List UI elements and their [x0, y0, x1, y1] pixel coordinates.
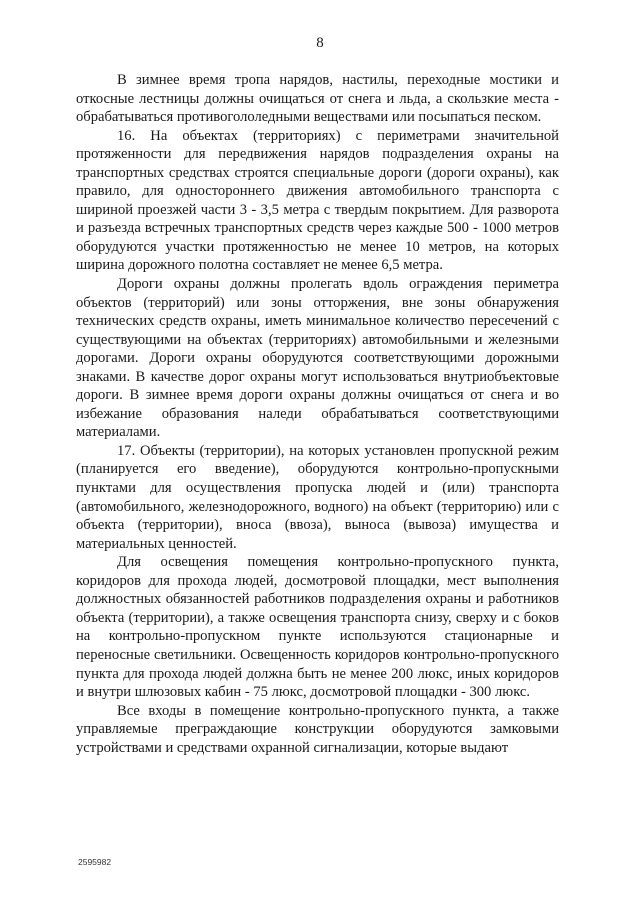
document-body	[76, 71, 559, 757]
paragraph-security-roads-placement: Дороги охраны должны пролегать вдоль ограждения периметра объектов (территорий) или зоны отторжения, вне зоны обнаружения технических средств охраны, иметь минимальное количество пересечений с существующими на объектах (территориях) автомобильными и железными дорогами. Дороги охраны оборудуются соответствующими дорожными знаками. В качестве дорог охраны могут использоваться внутриобъектовые дороги. В зимнее время дороги охраны должны очищаться от снега и во избежание образования наледи обрабатываться соответствующими материалами.	[76, 276, 559, 441]
paragraph-checkpoint-lighting: Для освещения помещения контрольно-пропускного пункта, коридоров для прохода людей, досмотровой площадки, мест выполнения должностных обязанностей работников подразделения охраны и работников объекта (территории), а также освещения транспорта снизу, сверху и с боков на контрольно-пропускном пункте используются стационарные и переносные светильники. Освещенность коридоров контрольно-пропускного пункта для прохода людей должна быть не менее 200 люкс, иных коридоров и внутри шлюзовых кабин - 75 люкс, досмотровой площадки - 300 люкс.	[76, 554, 559, 701]
paragraph-checkpoint-entrances: Все входы в помещение контрольно-пропускного пункта, а также управляемые преграждающие конструкции оборудуются замковыми устройствами и средствами охранной сигнализации, которые выдают	[76, 702, 559, 756]
paragraph-16-security-roads: 16. На объектах (территориях) с периметрами значительной протяженности для передвижения нарядов подразделения охраны на транспортных средствах строятся специальные дороги (дороги охраны), как правило, для одностороннего движения автомобильного транспорта с шириной проезжей части 3 - 3,5 метра с твердым покрытием. Для разворота и разъезда встречных транспортных средств через каждые 500 - 1000 метров оборудуются участки протяженностью не менее 10 метров, на которых ширина дорожного полотна составляет не менее 6,5 метра.	[76, 127, 559, 274]
paragraph-17-checkpoints: 17. Объекты (территории), на которых установлен пропускной режим (планируется его введение), оборудуются контрольно-пропускными пунктами для осуществления пропуска людей и (или) транспорта (автомобильного, железнодорожного, водного) на объект (территорию) или с объекта (территории), вноса (ввоза), выноса (вывоза) имущества и материальных ценностей.	[76, 442, 559, 552]
page-number: 8	[316, 35, 324, 51]
paragraph-winter-path-clearing: В зимнее время тропа нарядов, настилы, переходные мостики и откосные лестницы должны очищаться от снега и льда, а скользкие места - обрабатываться противогололедными веществами или посыпаться песком.	[76, 72, 559, 126]
document-id: 2595982	[78, 857, 112, 867]
